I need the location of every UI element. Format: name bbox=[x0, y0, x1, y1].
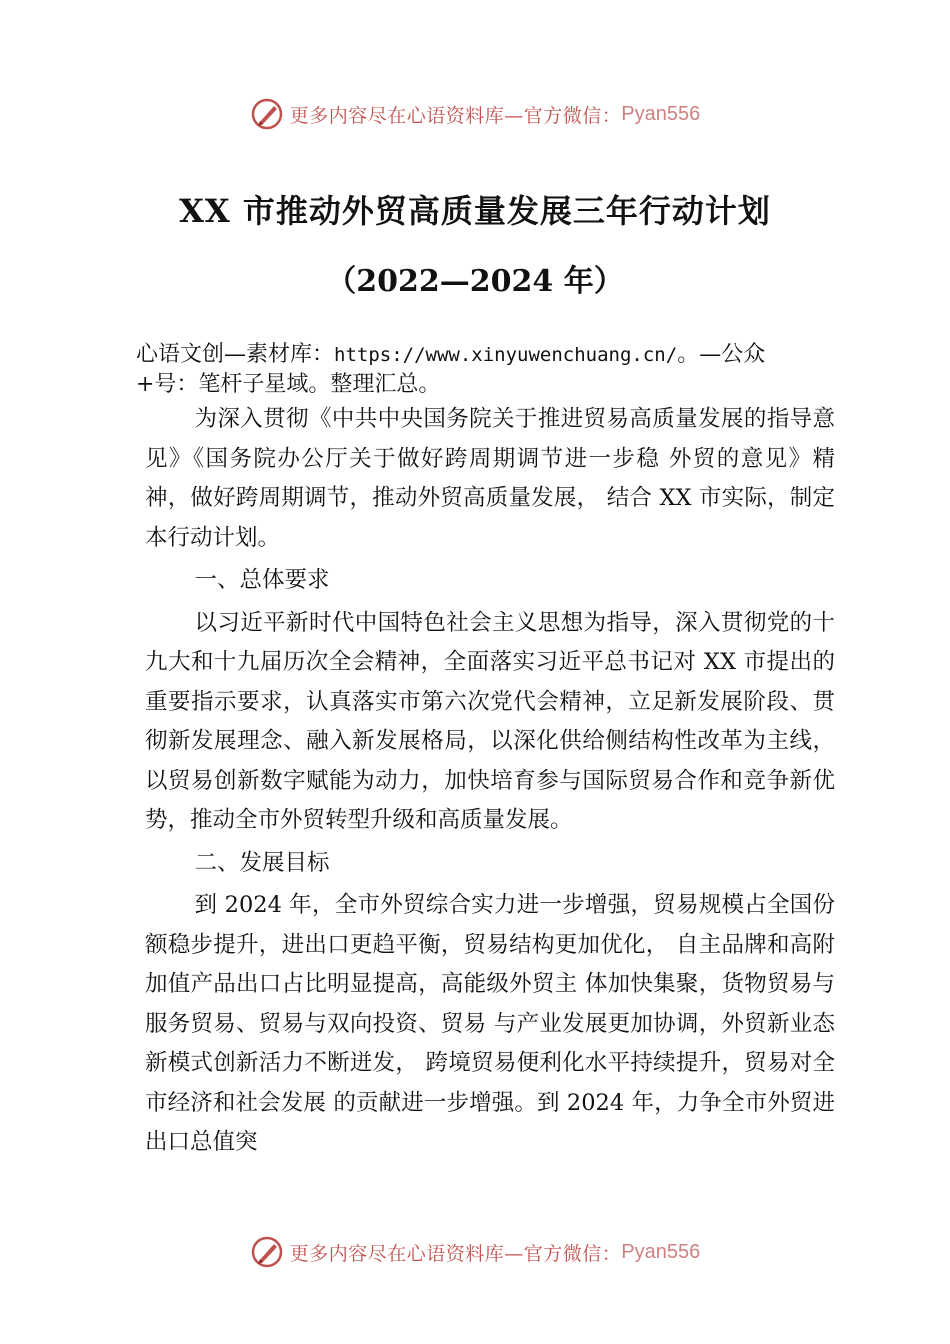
document-title: XX 市推动外贸高质量发展三年行动计划 bbox=[179, 192, 771, 230]
source-line bbox=[136, 340, 826, 399]
source-prefix: 心语文创—素材库： bbox=[136, 342, 335, 367]
source-url: https://www.xinyuwenchuang.cn/ bbox=[334, 344, 678, 366]
watermark-text: 更多内容尽在心语资料库—官方微信： bbox=[289, 104, 622, 127]
wechat-id: Pyan556 bbox=[621, 102, 701, 125]
watermark-text: 更多内容尽在心语资料库—官方微信： bbox=[289, 1242, 622, 1265]
section-heading-general: 一、总体要求 bbox=[194, 567, 330, 593]
section-paragraph-goals: 到 2024 年，全市外贸综合实力进一步增强，贸易规模占全国份额稳步提升，进出口更趋平衡，贸易结构更加优化， 自主品牌和高附加值产品出口占比明显提高，高能级外贸主 体加快集聚，货物贸易与服务贸易、贸易与双向投资、贸易 与产业发展更加协调，外贸新业态新模式创新活力不断迸发， 跨境贸易便利化水平持续提升，贸易对全市经济和社会发展 的贡献进一步增强。到 2024 年，力争全市外贸进出口总值突 bbox=[145, 892, 835, 1155]
document-body bbox=[145, 400, 835, 1163]
section-heading-goals: 二、发展目标 bbox=[194, 849, 330, 876]
pen-circle-logo-icon bbox=[250, 1235, 284, 1269]
header-watermark bbox=[0, 94, 950, 134]
document-subtitle: （2022—2024 年） bbox=[326, 264, 624, 299]
wechat-id: Pyan556 bbox=[621, 1240, 701, 1263]
intro-paragraph: 为深入贯彻《中共中央国务院关于推进贸易高质量发展的指导意见》《国务院办公厅关于做好跨周期调节进一步稳 外贸的意见》精神，做好跨周期调节，推动外贸高质量发展， 结合 XX 市实际，制定本行动计划。 bbox=[145, 406, 835, 551]
source-suffix: 。—公众+号：笔杆子星域。整理汇总。 bbox=[136, 342, 766, 397]
footer-watermark bbox=[0, 1232, 950, 1272]
section-paragraph-general: 以习近平新时代中国特色社会主义思想为指导，深入贯彻党的十九大和十九届历次全会精神，全面落实习近平总书记对 XX 市提出的重要指示要求，认真落实市第六次党代会精神，立足新发展阶段、贯彻新发展理念、融入新发展格局，以深化供给侧结构性改革为主线，以贸易创新数字赋能为动力，加快培育参与国际贸易合作和竞争新优势，推动全市外贸转型升级和高质量发展。 bbox=[145, 609, 835, 833]
pen-circle-logo-icon bbox=[250, 97, 284, 131]
